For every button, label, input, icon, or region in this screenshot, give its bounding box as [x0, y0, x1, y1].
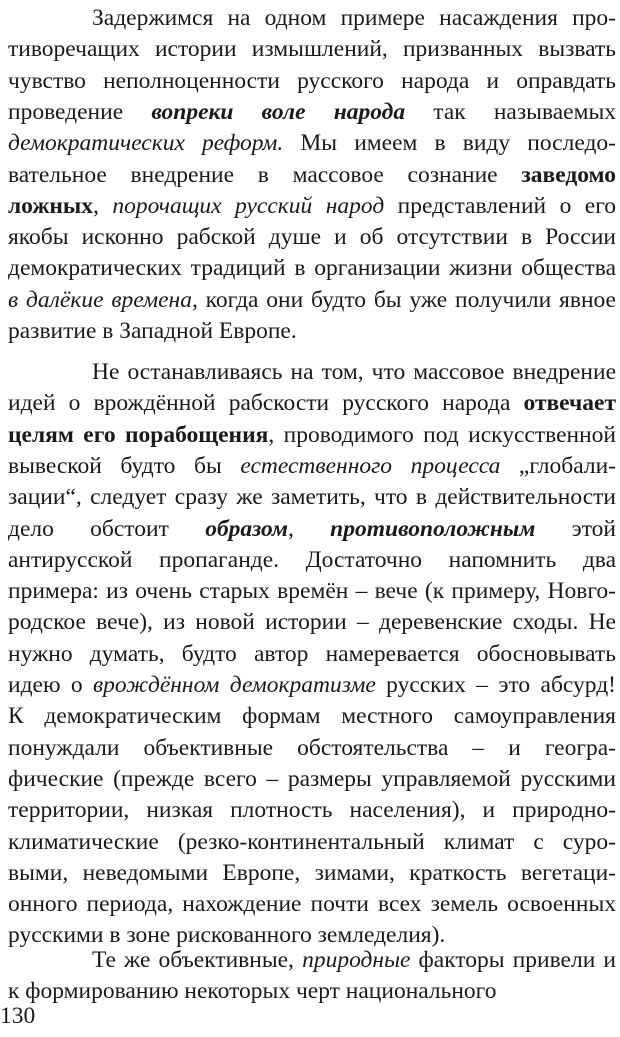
text-line: [8, 794, 616, 826]
body-text: нужно думать, будто автор намеревается обосновывать: [8, 640, 616, 667]
body-text: ,: [93, 192, 113, 219]
body-text: дело обстоит: [8, 515, 206, 542]
text-line: [8, 975, 616, 1007]
body-text: зации“, следует сразу же заметить, что в действительности: [8, 484, 616, 511]
text-line: [8, 33, 616, 65]
text-line: [8, 575, 616, 607]
emphasis-text: демократических реформ.: [8, 130, 284, 157]
body-text: так называемых: [405, 98, 616, 125]
text-line: [8, 450, 616, 482]
body-text: , когда они будто бы уже получили явное: [191, 286, 616, 313]
body-text: Мы имеем в виду последо-: [283, 130, 616, 157]
body-text: русскими в зоне рискованного земледелия).: [8, 922, 446, 949]
body-text: К демократическим формам местного самоуправления: [8, 703, 616, 730]
body-text: идею о: [8, 672, 93, 698]
text-line: [8, 252, 616, 284]
body-text: русских – это абсурд!: [375, 672, 616, 698]
text-line: [8, 96, 616, 128]
body-text: идей о врождённой рабскости русского народа: [8, 390, 524, 417]
body-text: антирусской пропаганде. Достаточно напомнить два: [8, 546, 616, 573]
emphasis-text: природные: [302, 947, 411, 973]
emphasis-text: врождённом демократизме: [92, 672, 376, 698]
text-line: [8, 700, 616, 732]
body-text: , проводимого под искусственной: [268, 421, 616, 448]
body-text: демократических традиций в организации жизни общества: [8, 255, 616, 282]
text-line: [8, 419, 616, 451]
text-line: [8, 284, 616, 316]
body-text: родское вече), из новой истории – деревенские сходы. Не: [8, 609, 616, 636]
text-line: [8, 190, 616, 222]
text-line: [8, 732, 616, 764]
body-text: якобы исконно рабской душе и об отсутствии в России: [8, 224, 616, 251]
text-line: [8, 669, 616, 701]
body-text: чувство неполноценности русского народа и оправдать: [8, 67, 616, 94]
emphasis-text: естественного процесса: [240, 452, 501, 479]
body-text: понуждали объективные обстоятельства – и геогра-: [8, 734, 616, 761]
text-line: [8, 763, 616, 795]
body-text: Те же объективные,: [92, 947, 303, 973]
body-text: этой: [535, 515, 617, 542]
text-line: [8, 127, 616, 159]
page-number: 130: [0, 1003, 36, 1029]
body-text: представлений о его: [384, 192, 616, 219]
body-text: Задержимся на одном примере насаждения про-: [92, 5, 616, 31]
body-text: проведение: [8, 98, 152, 125]
text-line: [8, 159, 616, 191]
body-text: вательное внедрение в массовое сознание: [8, 161, 522, 188]
text-line: [8, 315, 616, 347]
body-text: выми, неведомыми Европе, зимами, краткость вегетаци-: [8, 859, 616, 886]
emphasis-text: порочащих русский народ: [112, 192, 385, 219]
text-line: [8, 481, 616, 513]
emphasis-text: ложных: [8, 192, 94, 219]
text-line: [8, 888, 616, 920]
body-text: онного периода, нахождение почти всех земель освоенных: [8, 891, 616, 918]
emphasis-text: отвечает: [523, 390, 616, 417]
text-line: [8, 857, 616, 889]
text-line: [8, 513, 616, 545]
text-line: [8, 221, 616, 253]
body-text: фические (прежде всего – размеры управляемой русскими: [8, 765, 616, 792]
text-line: [8, 638, 616, 670]
text-line: [92, 356, 616, 388]
body-text: к формированию некоторых черт национального: [8, 978, 497, 1005]
emphasis-text: вопреки воле народа: [151, 98, 406, 125]
emphasis-text: целям его порабощения: [8, 421, 269, 448]
text-line: [8, 544, 616, 576]
body-text: тиворечащих истории измышлений, призванных вызвать: [8, 36, 616, 63]
body-text: территории, низкая плотность населения), и природно-: [8, 797, 616, 824]
text-line: [92, 944, 616, 976]
text-line: [8, 606, 616, 638]
body-text: климатические (резко-континентальный климат с суро-: [8, 828, 616, 855]
text-line: [8, 65, 616, 97]
emphasis-text: в далёкие времена: [8, 286, 192, 313]
body-text: вывеской будто бы: [8, 452, 241, 479]
body-text: развитие в Западной Европе.: [8, 318, 297, 344]
body-text: факторы привели и: [410, 947, 617, 973]
body-text: „глобали-: [500, 452, 616, 479]
text-line: [92, 2, 616, 34]
emphasis-text: противоположным: [330, 515, 536, 542]
emphasis-text: заведомо: [521, 161, 616, 188]
body-text: Не останавливаясь на том, что массовое внедрение: [92, 359, 616, 385]
body-text: примера: из очень старых времён – вече (к примеру, Новго-: [8, 578, 616, 605]
text-line: [8, 826, 616, 858]
body-text: ,: [287, 515, 331, 542]
emphasis-text: образом: [205, 515, 288, 542]
text-line: [8, 387, 616, 419]
